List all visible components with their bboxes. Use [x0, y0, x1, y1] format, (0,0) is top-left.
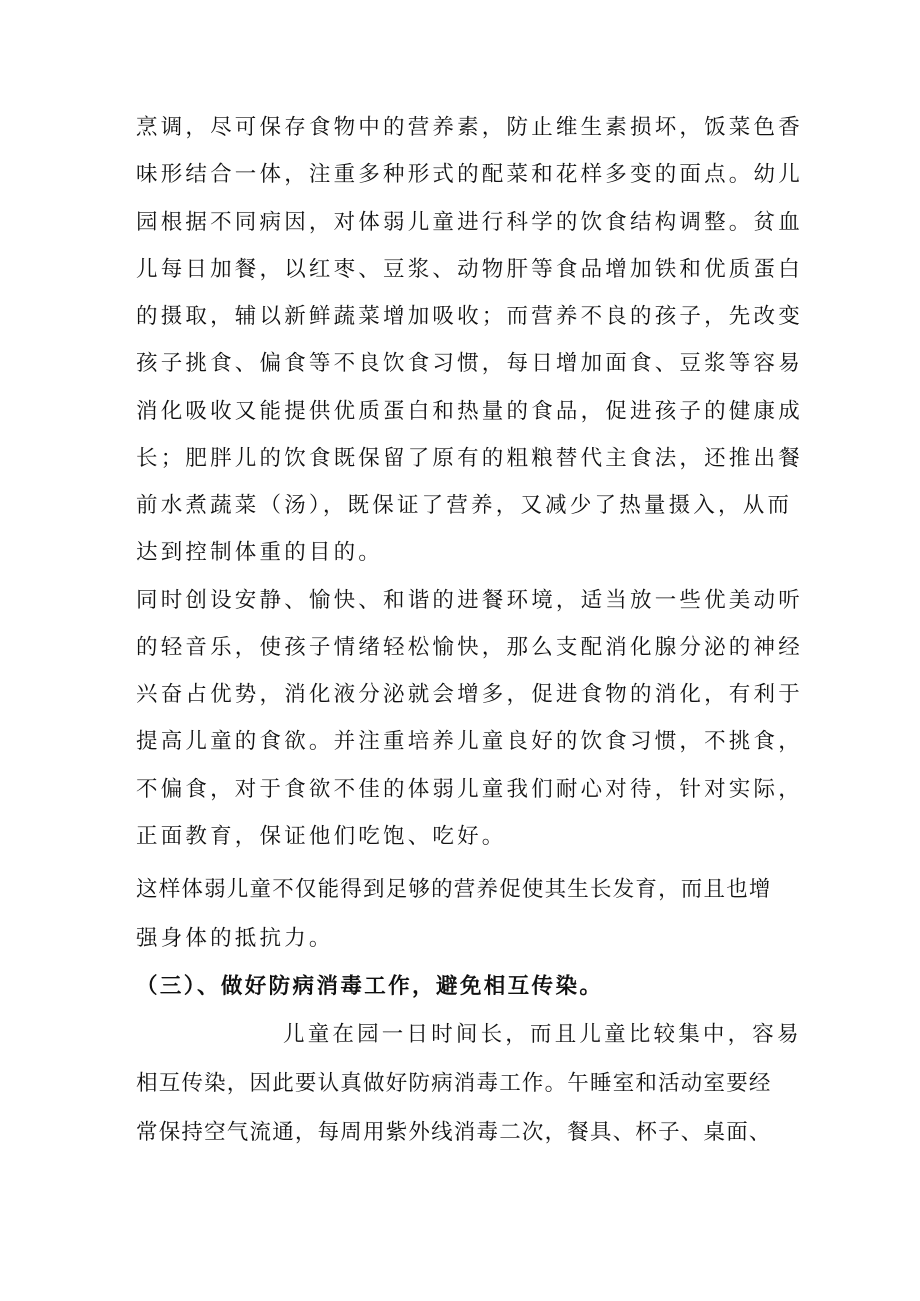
- paragraph-line: 长；肥胖儿的饮食既保留了原有的粗粮替代主食法，还推出餐: [136, 446, 803, 471]
- paragraph-line: 前水煮蔬菜（汤），既保证了营养，又减少了热量摄入，从而: [136, 493, 793, 518]
- paragraph-line: 达到控制体重的目的。: [136, 540, 384, 565]
- paragraph-line: 相互传染，因此要认真做好防病消毒工作。午睡室和活动室要经: [136, 1071, 772, 1096]
- paragraph-line: 常保持空气流通，每周用紫外线消毒二次，餐具、杯子、桌面、: [136, 1120, 772, 1145]
- paragraph-line: 园根据不同病因，对体弱儿童进行科学的饮食结构调整。贫血: [136, 210, 803, 235]
- paragraph-line: 味形结合一体，注重多种形式的配菜和花样多变的面点。幼儿: [136, 162, 803, 187]
- paragraph-line: 儿童在园一日时间长，而且儿童比较集中，容易: [283, 1022, 802, 1047]
- paragraph-line: 强身体的抵抗力。: [136, 926, 334, 951]
- paragraph-line: 提高儿童的食欲。并注重培养儿童良好的饮食习惯，不挑食，: [136, 729, 803, 754]
- paragraph-line: 的轻音乐，使孩子情绪轻松愉快，那么支配消化腺分泌的神经: [136, 635, 803, 660]
- paragraph-line: 孩子挑食、偏食等不良饮食习惯，每日增加面食、豆浆等容易: [136, 351, 803, 376]
- paragraph-line: 兴奋占优势，消化液分泌就会增多，促进食物的消化，有利于: [136, 682, 803, 707]
- paragraph-line: 同时创设安静、愉快、和谐的进餐环境，适当放一些优美动听: [136, 588, 803, 613]
- paragraph-line: 的摄取，辅以新鲜蔬菜增加吸收；而营养不良的孩子，先改变: [136, 304, 803, 329]
- paragraph-line: 不偏食，对于食欲不佳的体弱儿童我们耐心对待，针对实际，: [136, 777, 803, 802]
- paragraph-line: 儿每日加餐，以红枣、豆浆、动物肝等食品增加铁和优质蛋白: [136, 257, 803, 282]
- section-heading: （三）、做好防病消毒工作，避免相互传染。: [136, 974, 604, 999]
- paragraph-line: 正面教育，保证他们吃饱、吃好。: [136, 824, 507, 849]
- paragraph-line: 烹调，尽可保存食物中的营养素，防止维生素损坏，饭菜色香: [136, 115, 803, 140]
- paragraph-line: 这样体弱儿童不仅能得到足够的营养促使其生长发育，而且也增: [136, 877, 772, 902]
- paragraph-line: 消化吸收又能提供优质蛋白和热量的食品，促进孩子的健康成: [136, 399, 803, 424]
